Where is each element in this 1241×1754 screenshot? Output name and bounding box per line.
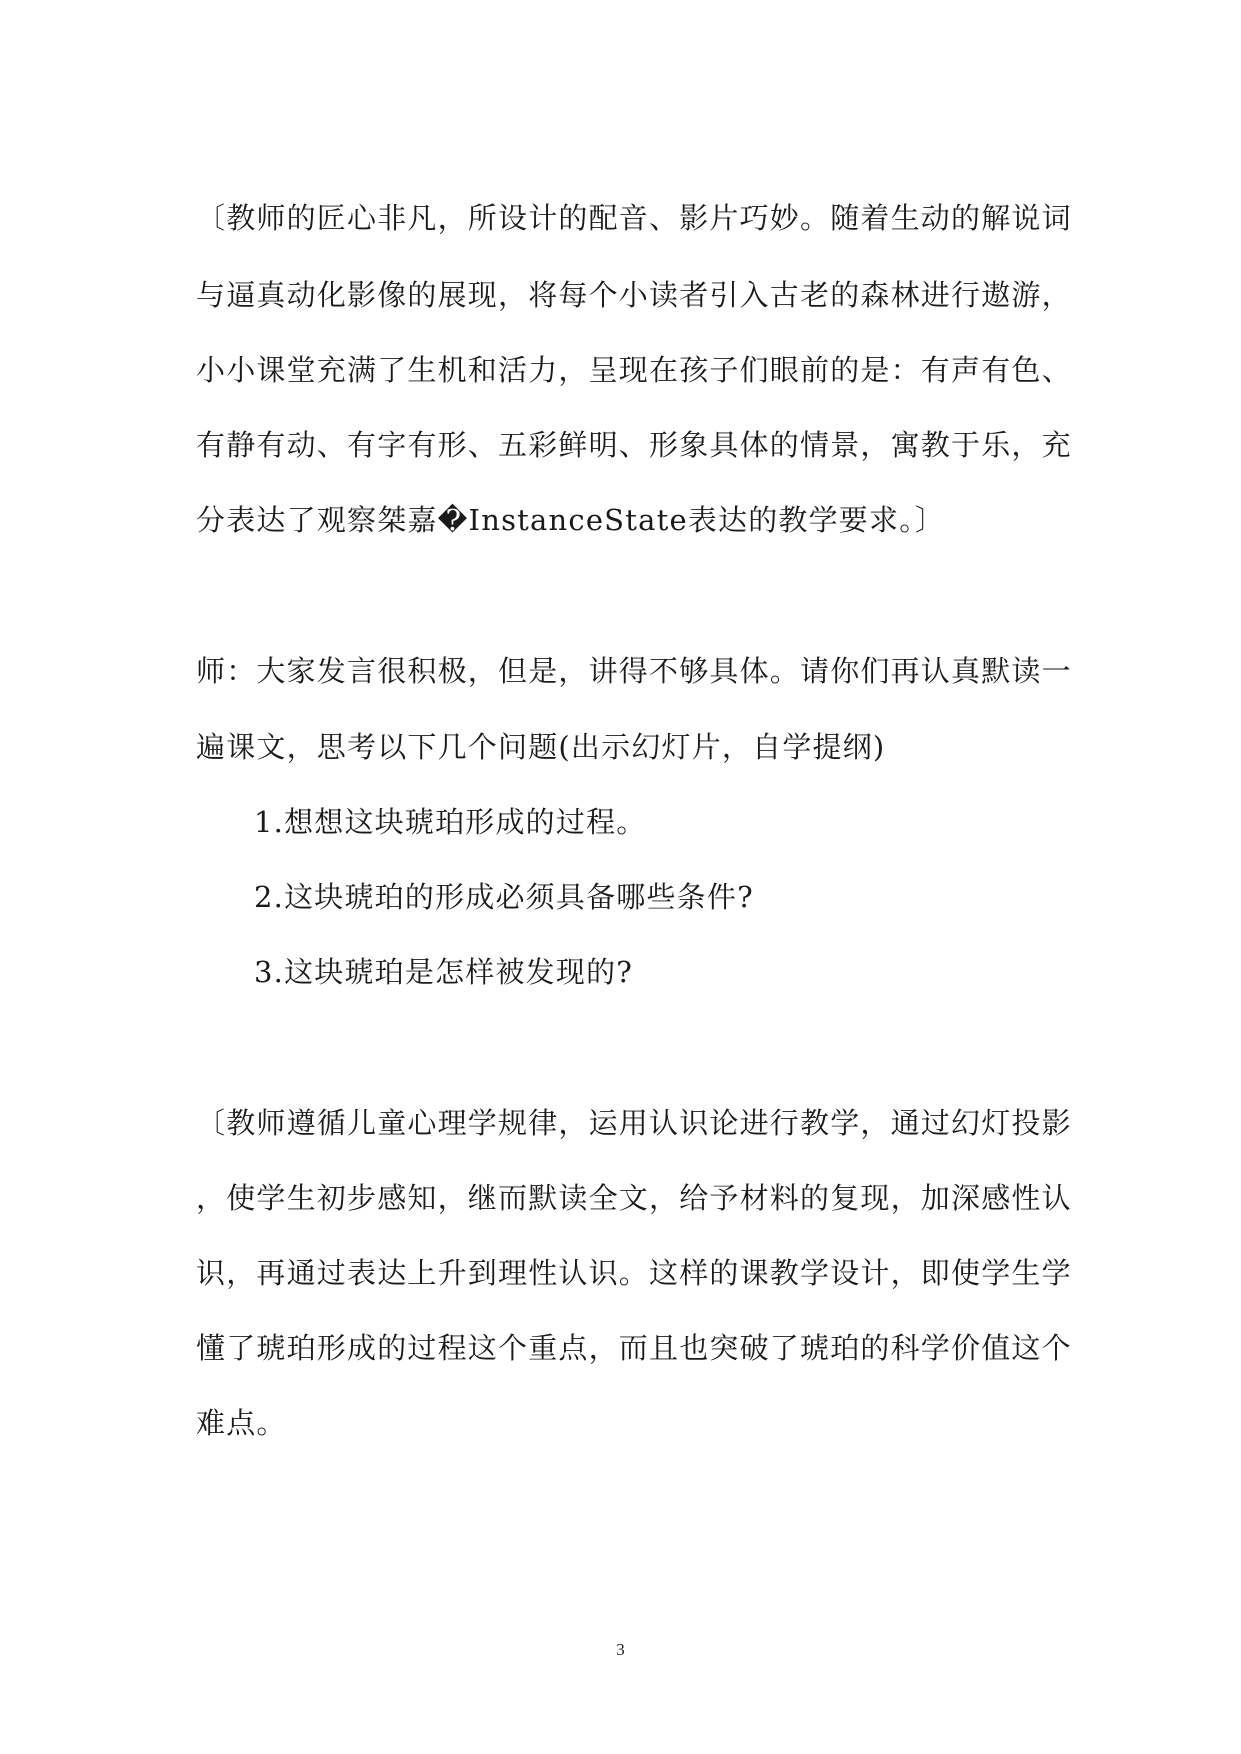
question-item-2: 2.这块琥珀的形成必须具备哪些条件? <box>254 880 754 914</box>
paragraph3-line-3: 识，再通过表达上升到理性认识。这样的课教学设计，即使学生学 <box>196 1256 1072 1290</box>
page-number: 3 <box>616 1640 625 1659</box>
paragraph3-line-5: 难点。 <box>196 1406 287 1440</box>
paragraph3-line-4: 懂了琥珀形成的过程这个重点，而且也突破了琥珀的科学价值这个 <box>196 1331 1072 1365</box>
paragraph1-line-5: 分表达了观察桀嘉�InstanceState表达的教学要求。〕 <box>196 503 946 537</box>
paragraph1-line-3: 小小课堂充满了生机和活力，呈现在孩子们眼前的是：有声有色、 <box>196 353 1072 387</box>
paragraph1-line-4: 有静有动、有字有形、五彩鲜明、形象具体的情景，寓教于乐，充 <box>196 428 1072 462</box>
paragraph3-line-1: 〔教师遵循儿童心理学规律，运用认识论进行教学，通过幻灯投影 <box>196 1106 1072 1140</box>
question-item-1: 1.想想这块琥珀形成的过程。 <box>254 805 647 839</box>
paragraph2-line-1: 师：大家发言很积极，但是，讲得不够具体。请你们再认真默读一 <box>196 654 1072 688</box>
paragraph1-line-1: 〔教师的匠心非凡，所设计的配音、影片巧妙。随着生动的解说词 <box>196 201 1072 235</box>
paragraph2-line-2: 遍课文，思考以下几个问题(出示幻灯片，自学提纲) <box>196 730 886 764</box>
paragraph1-line-2: 与逼真动化影像的展现，将每个小读者引入古老的森林进行遨游， <box>196 278 1072 312</box>
paragraph3-line-2: ，使学生初步感知，继而默读全文，给予材料的复现，加深感性认 <box>196 1181 1072 1215</box>
question-item-3: 3.这块琥珀是怎样被发现的? <box>254 955 634 989</box>
